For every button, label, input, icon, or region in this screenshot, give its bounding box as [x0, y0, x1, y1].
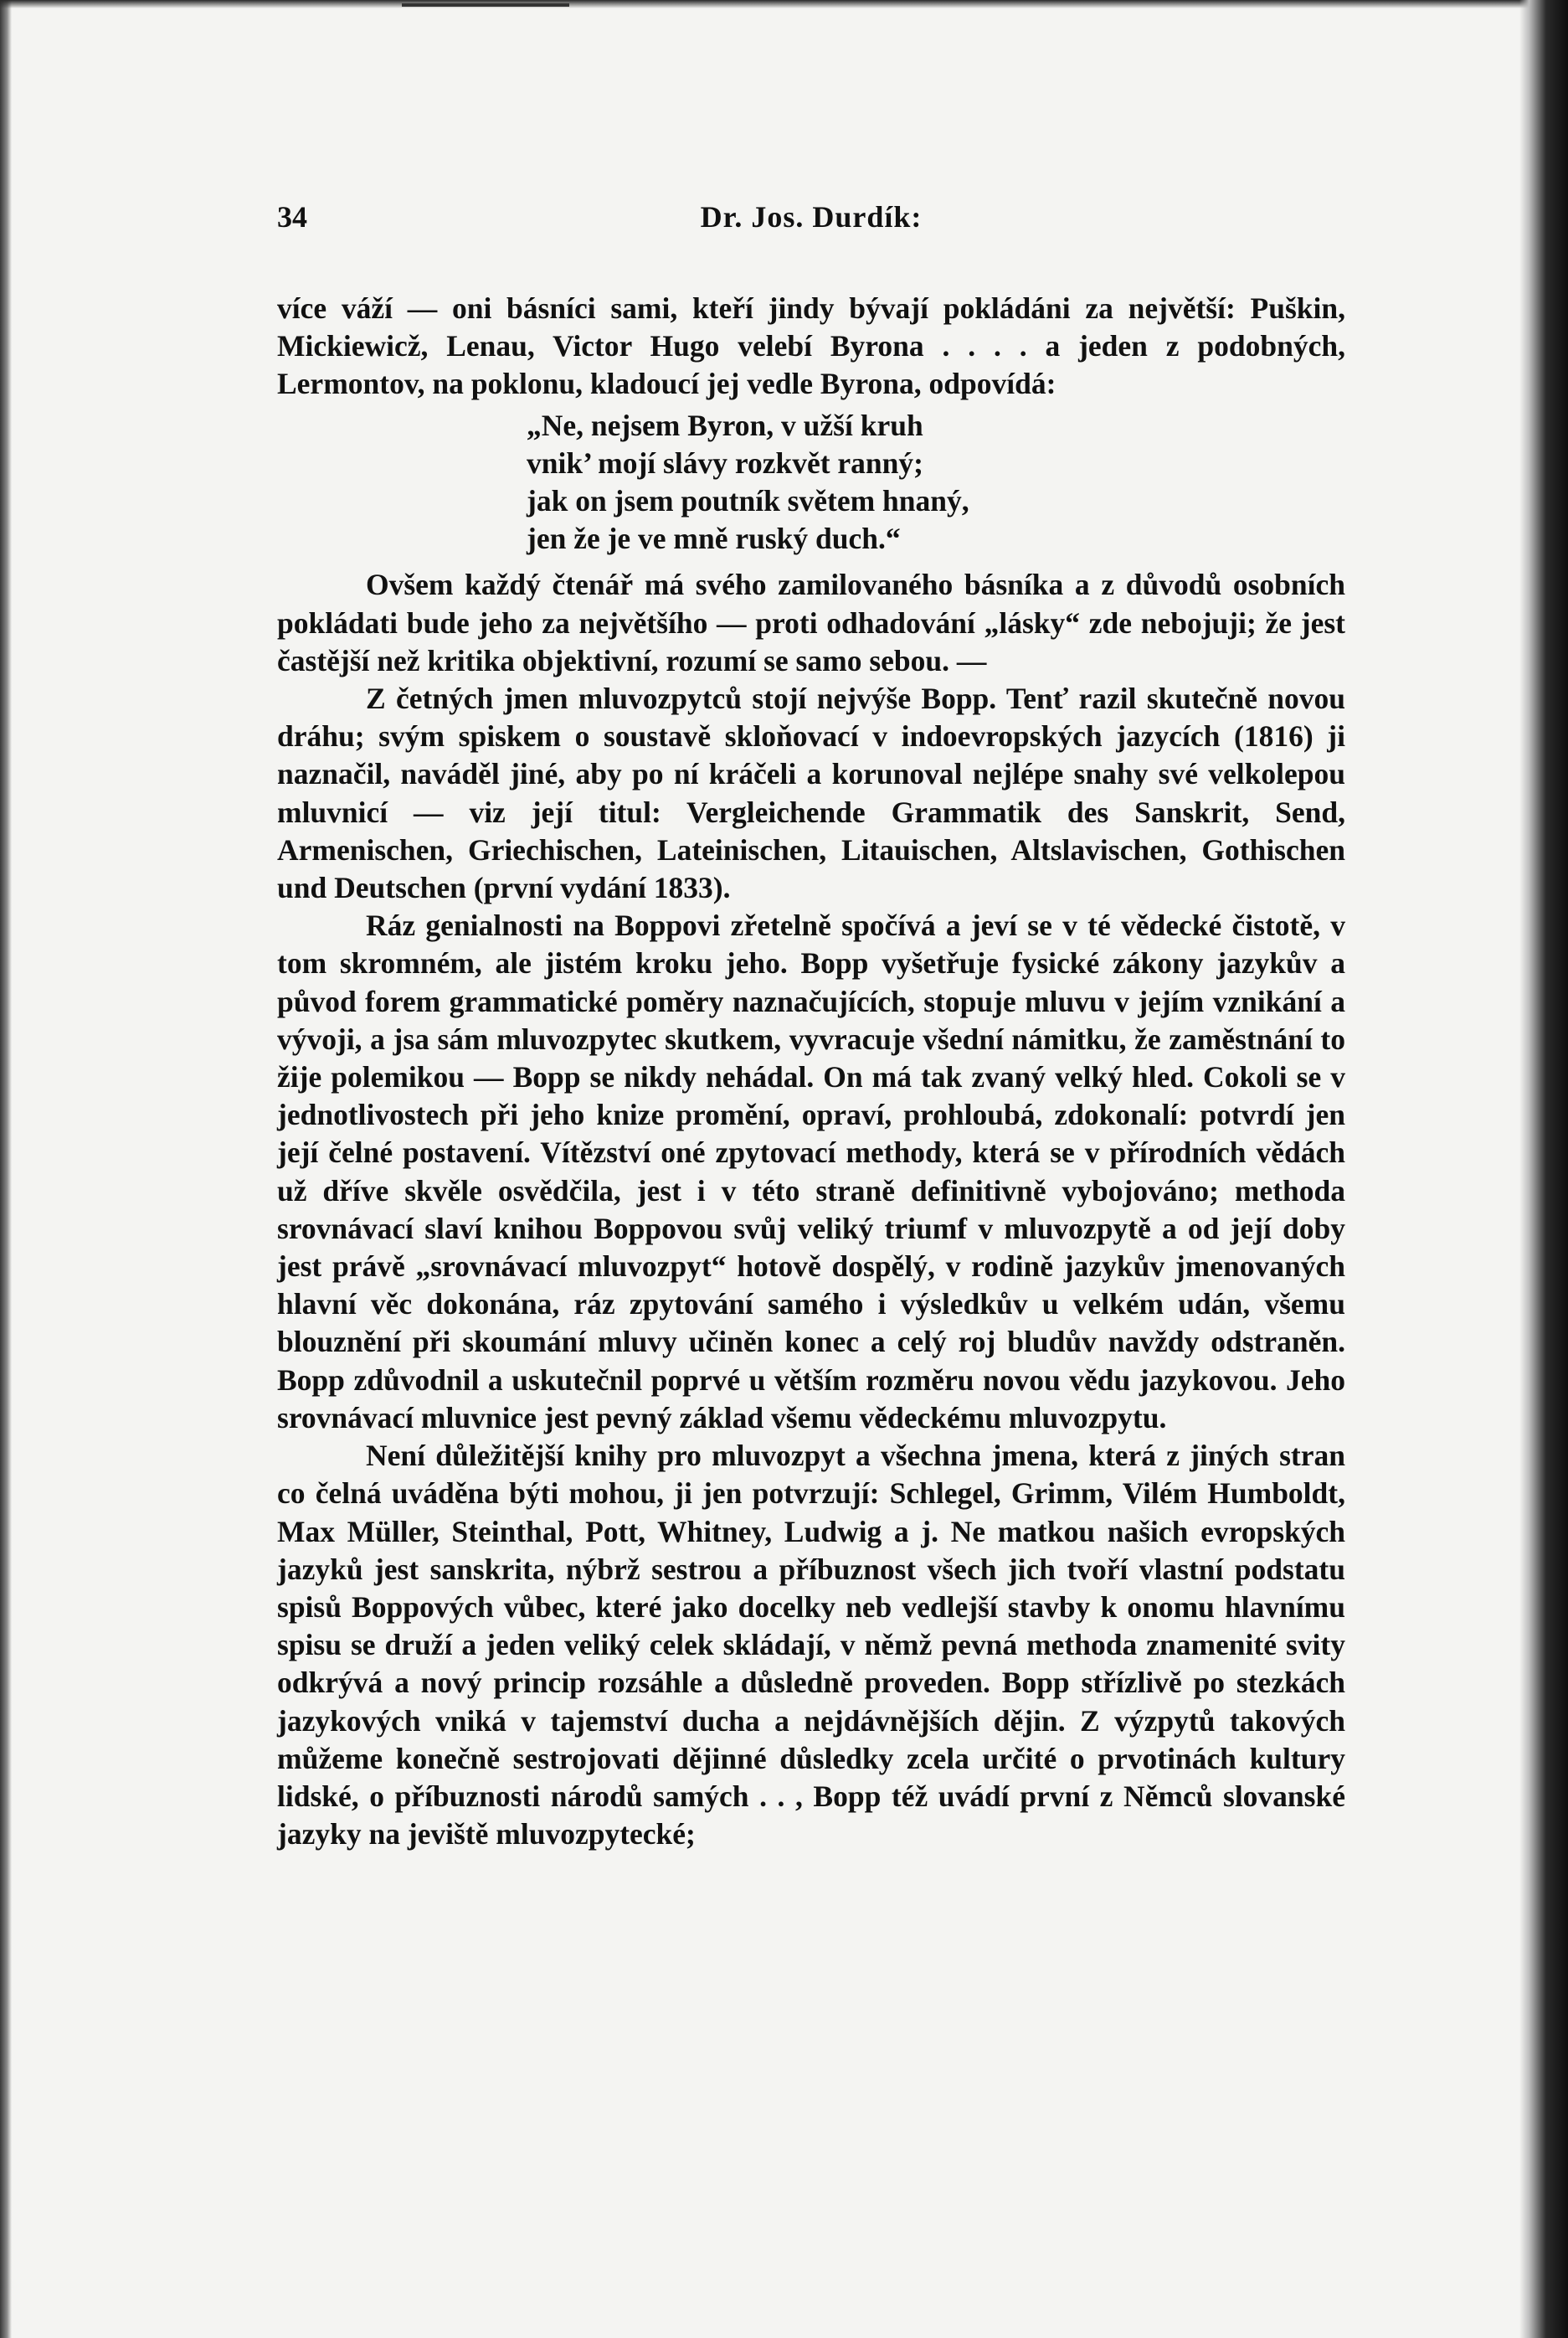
page-number: 34 [277, 200, 307, 234]
paragraph-continuation: více váží — oni básníci sami, kteří jindy bývají pokládáni za největší: Puškin, Mickiewicž, Lenau, Victor Hugo velebí Byrona . . . . a jeden z podobných, Lermontov, na poklonu, kladoucí jej vedle Byrona, odpovídá: [277, 291, 1345, 401]
running-head: Dr. Jos. Durdík: [700, 200, 923, 234]
scan-edge-right [1519, 0, 1568, 2338]
scan-top-mark [402, 3, 569, 7]
paragraph: Není důležitější knihy pro mluvozpyt a všechna jmena, která z jiných stran co čelná uváděna býti mohou, ji jen potvrzují: Schlegel, Grimm, Vilém Humboldt, Max Müller, Steinthal, Pott, Whitney, Ludwig a j. Ne matkou našich evropských jazyků jest sanskrita, nýbrž sestrou a příbuznost všech jich tvoří vlastní podstatu spisů Boppových vůbec, které jako docelky neb vedlejší stavby k onomu hlavnímu spisu se druží a jeden veliký celek skládají, v němž pevná methoda znamenité svity odkrývá a nový princip rozsáhle a důsledně proveden. Bopp střízlivě po stezkách jazykových vniká v tajemství ducha a nejdávnějších dějin. Z výzpytů takových můžeme konečně sestrojovati dějinné důsledky zcela určité o prvotinách kultury lidské, o příbuznosti národů samých . . , Bopp též uvádí první z Němců slovanské jazyky na jeviště mluvozpytecké; [277, 1439, 1345, 1851]
paragraph: Ráz genialnosti na Boppovi zřetelně spočívá a jeví se v té vědecké čistotě, v tom skromném, ale jistém kroku jeho. Bopp vyšetřuje fysické zákony jazykův a původ forem grammatické poměry naznačujících, stopuje mluvu v jejím vznikání a vývoji, a jsa sám mluvozpytec skutkem, vyvracuje všední námitku, že zaměstnání to žije polemikou — Bopp se nikdy nehádal. On má tak zvaný velký hled. Cokoli se v jednotlivostech při jeho knize promění, opraví, prohloubá, zdokonalí: potvrdí jen její čelné postavení. Vítězství oné zpytovací methody, která se v přírodních vědách už dříve skvěle osvědčila, jest i v této straně definitivně vybojováno; methoda srovnávací slaví knihou Boppovou svůj veliký triumf v mluvozpytě a od její doby jest právě „srovnávací mluvozpyt“ hotově dospělý, v rodině jazykův jmenovaných hlavní věc dokonána, ráz zpytování samého i výsledkův u velkém udán, všemu blouznění při skoumání mluvy učiněn konec a celý roj bludův navždy odstraněn. Bopp zdůvodnil a uskutečnil poprvé u větším rozměru novou vědu jazykovou. Jeho srovnávací mluvnice jest pevný základ všemu vědeckému mluvozpytu. [277, 909, 1345, 1434]
paragraph: Ovšem každý čtenář má svého zamilovaného básníka a z důvodů osobních pokládati bude jeho za největšího — proti odhadování „lásky“ zde nebojuji; že jest častější než kritika objektivní, rozumí se samo sebou. — [277, 568, 1345, 677]
body-text [277, 290, 1345, 1853]
scan-edge-left [0, 0, 12, 2338]
paragraph: Z četných jmen mluvozpytců stojí nejvýše Bopp. Tenť razil skutečně novou dráhu; svým spiskem o soustavě skloňovací v indoevropských jazycích (1816) ji naznačil, naváděl jiné, aby po ní kráčeli a korunoval nejlépe snahy své velkolepou mluvnicí — viz její titul: Vergleichende Grammatik des Sanskrit, Send, Armenischen, Griechischen, Lateinischen, Litauischen, Altslavischen, Gothischen und Deutschen (první vydání 1833). [277, 682, 1345, 905]
verse-line: vnik’ mojí slávy rozkvět ranný; [527, 445, 923, 480]
verse-line: jak on jsem poutník světem hnaný, [527, 484, 969, 518]
verse-line: jen že je ve mně ruský duch.“ [527, 522, 901, 556]
scan-edge-top [0, 0, 1568, 8]
verse-quote [527, 407, 1345, 559]
page-header [277, 199, 1345, 246]
book-page [277, 199, 1345, 1853]
verse-line: „Ne, nejsem Byron, v užší kruh [527, 408, 923, 442]
